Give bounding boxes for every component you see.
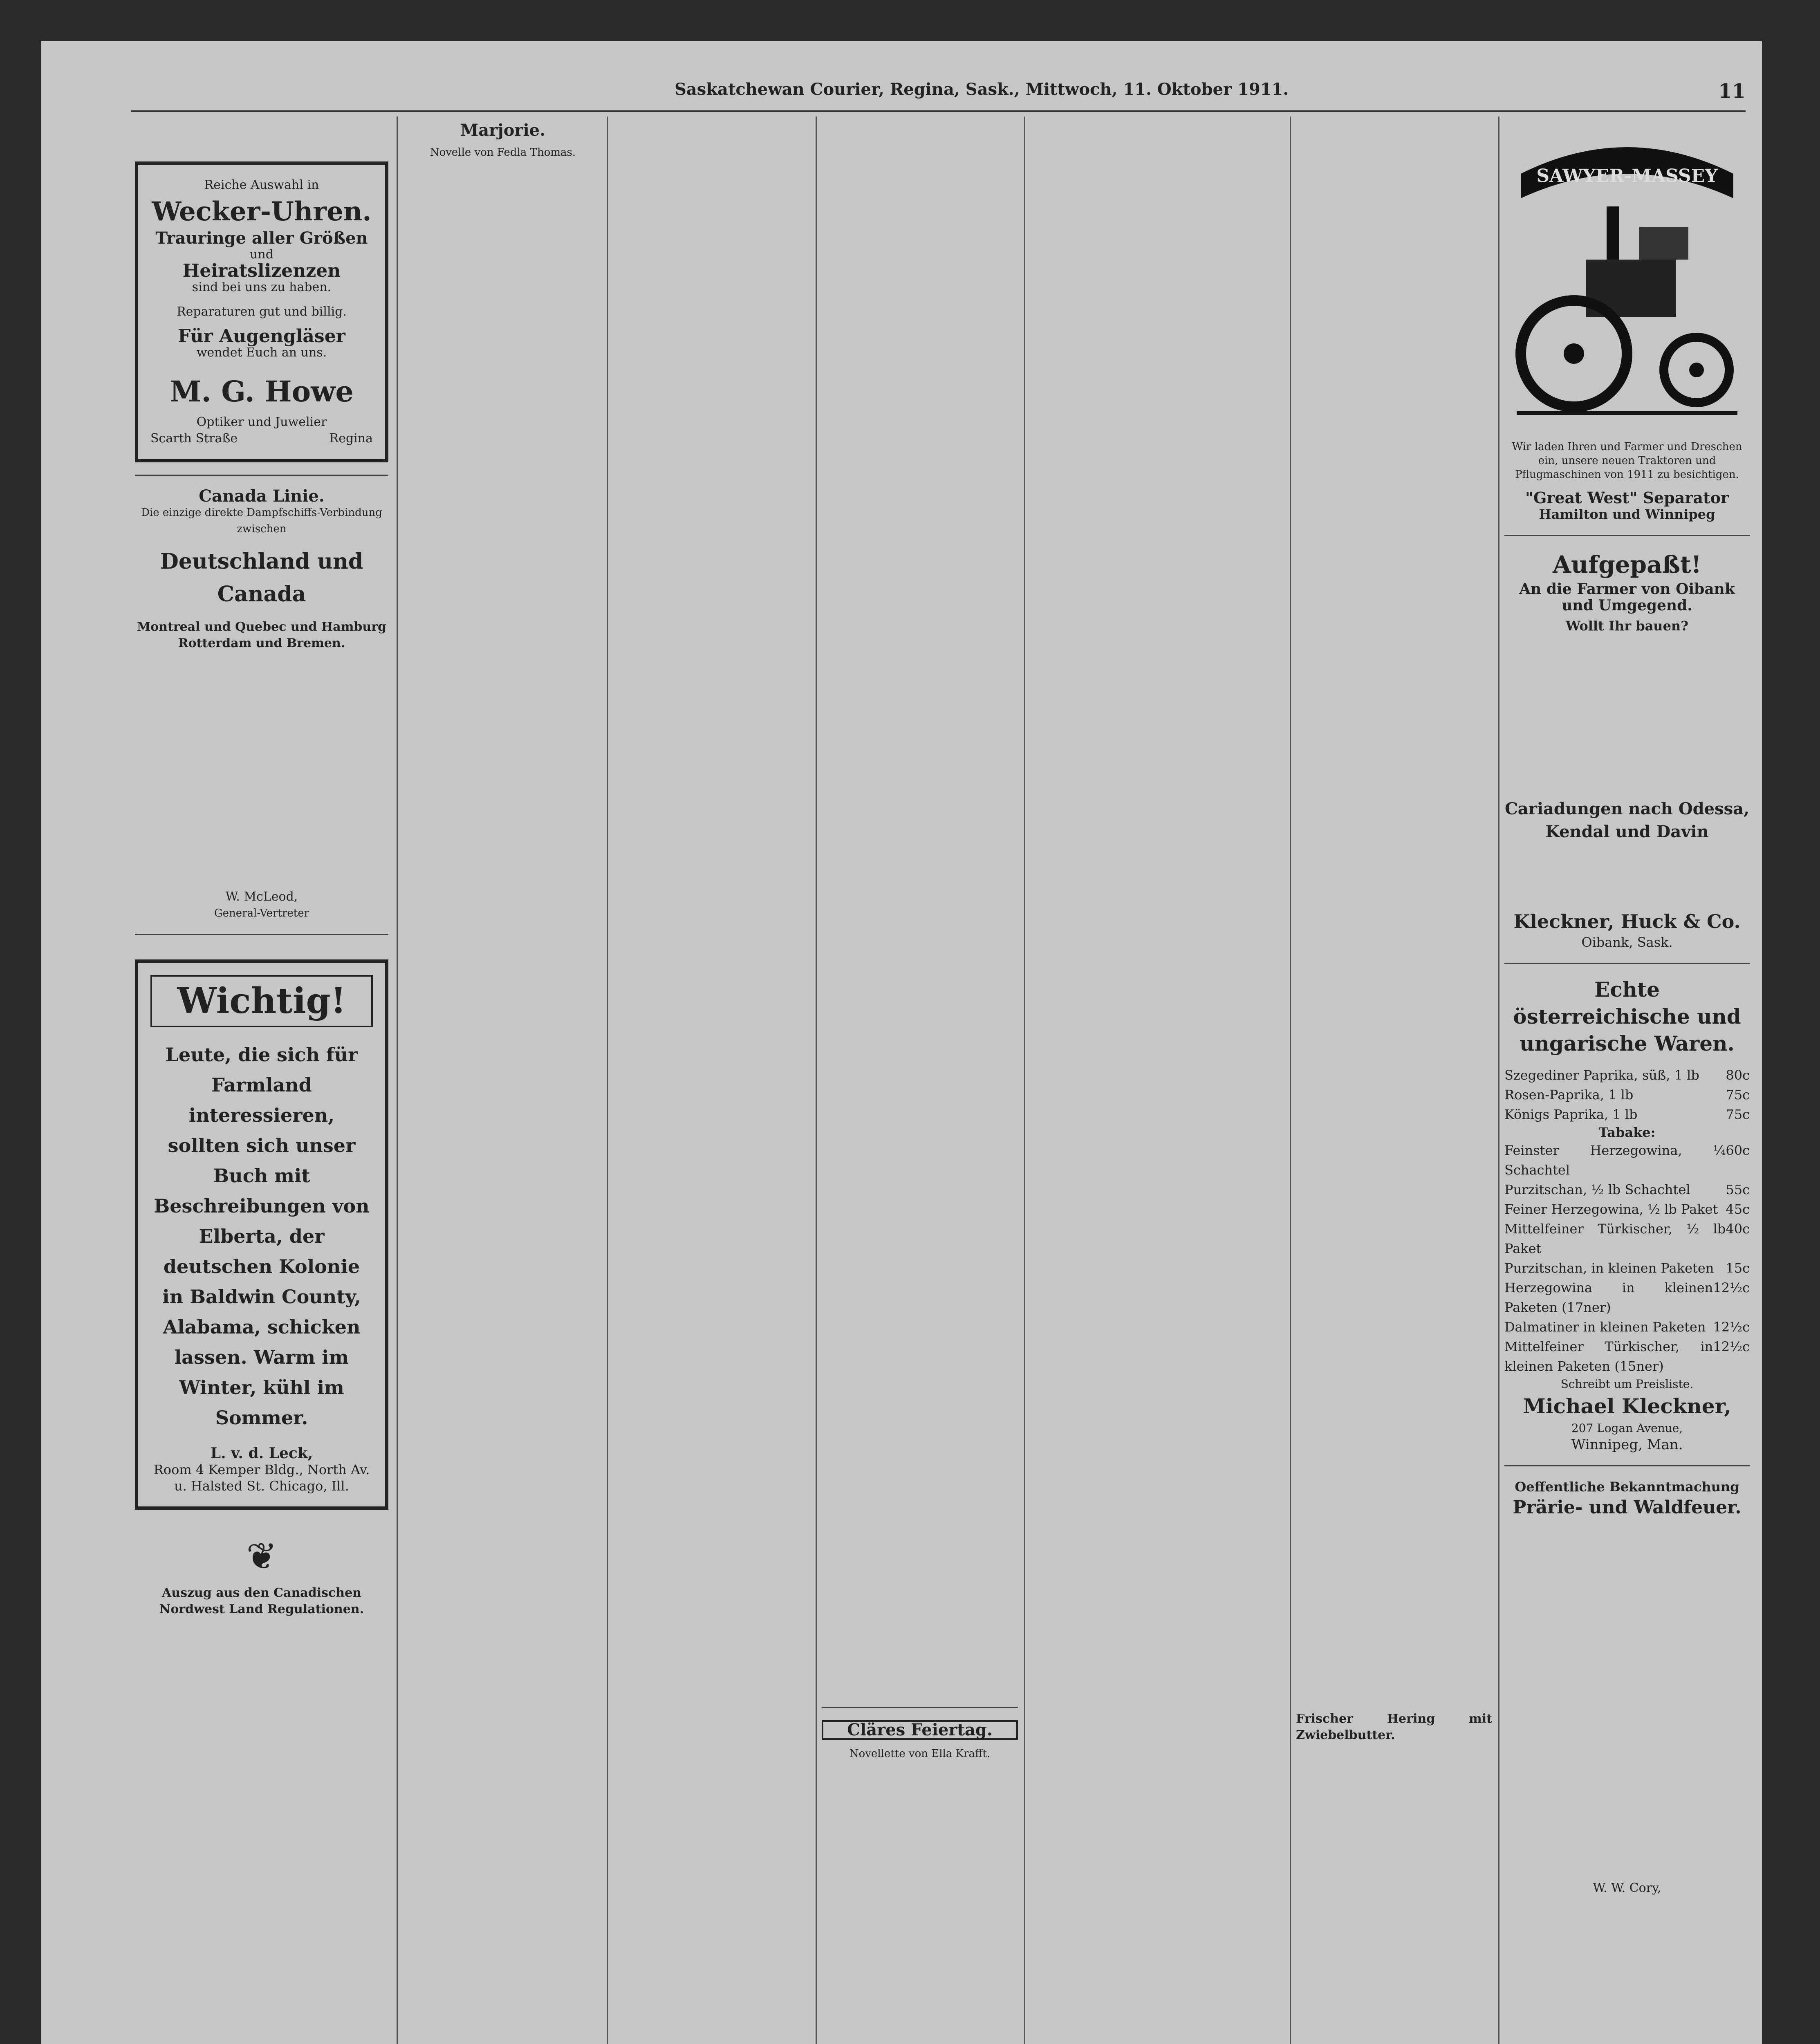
ad-cities: Hamilton und Winnipeg: [1539, 507, 1715, 522]
ad-footer: Schreibt um Preisliste.: [1560, 1377, 1694, 1391]
price-row: Rosen-Paprika, 1 lb 75c: [1504, 1087, 1750, 1103]
ad-role: Optiker und Juwelier: [196, 415, 327, 429]
ad-street: Scarth Straße: [150, 431, 238, 446]
recipe-title: Frischer Hering mit Zwiebelbutter.: [1296, 1712, 1492, 1742]
canada-linie-ad: [135, 488, 388, 921]
ad-ports: Montreal und Quebec und Hamburg: [137, 620, 387, 634]
ad-line: Für Augengläser: [178, 326, 345, 347]
ad-line: Reiche Auswahl in: [204, 178, 319, 192]
ad-question: Wollt Ihr bauen?: [1566, 618, 1688, 634]
price-row: Purzitschan, ½ lb Schachtel 55c: [1504, 1182, 1750, 1197]
ad-name: L. v. d. Leck,: [210, 1445, 313, 1462]
ad-body-text: [1504, 843, 1750, 909]
column-3: [613, 117, 809, 2044]
column-5: [1030, 117, 1284, 2044]
price-section-header: Tabake:: [1598, 1125, 1656, 1140]
ad-line: sind bei uns zu haben.: [192, 280, 332, 294]
tractor-illustration: [1504, 125, 1750, 435]
ad-product: "Great West" Separator: [1525, 489, 1729, 507]
price-row: Feiner Herzegowina, ½ lb Paket 45c: [1504, 1201, 1750, 1217]
ad-title: Canada Linie.: [199, 486, 325, 506]
column-1: [135, 117, 388, 2044]
price-row: Szegediner Paprika, süß, 1 lb 80c: [1504, 1067, 1750, 1083]
ad-name: Michael Kleckner,: [1523, 1394, 1731, 1418]
ad-line: Trauringe aller Größen: [155, 229, 368, 248]
divider: [822, 1707, 1018, 1708]
recipe-text: [1296, 1744, 1492, 2044]
ad-address: 207 Logan Avenue,: [1571, 1421, 1683, 1435]
notice-title: Oeffentliche Bekanntmachung: [1515, 1479, 1739, 1495]
divider: [1504, 1465, 1750, 1466]
story-text: [405, 165, 601, 2044]
story-title: Cläres Feiertag.: [822, 1720, 1018, 1740]
column-6: [1296, 117, 1492, 2044]
price-row: Königs Paprika, 1 lb 75c: [1504, 1107, 1750, 1122]
ad-title: Wichtig!: [150, 975, 373, 1027]
regulations-text: [135, 1623, 388, 2044]
ad-agent-role: General-Vertreter: [214, 907, 309, 919]
ad-firm: Kleckner, Huck & Co.: [1513, 910, 1741, 932]
ad-line: wendet Euch an uns.: [196, 345, 327, 360]
ad-agent: W. McLeod,: [225, 890, 298, 904]
price-row: Herzegowina in kleinen Paketen (17ner) 12½c: [1504, 1280, 1750, 1315]
masthead-line: Saskatchewan Courier, Regina, Sask., Mittwoch, 11. Oktober 1911.: [675, 80, 1289, 99]
story-byline: Novelle von Fedla Thomas.: [430, 146, 576, 159]
story-byline: Novellette von Ella Krafft.: [849, 1748, 991, 1760]
column-rule: [1498, 117, 1499, 2044]
ad-routes: Deutschland und Canada: [160, 549, 363, 607]
newspaper-page: [41, 41, 1762, 2044]
divider: [1504, 963, 1750, 964]
ad-city: Winnipeg, Man.: [1571, 1437, 1683, 1453]
wichtig-ad: [135, 959, 388, 1510]
price-row: Dalmatiner in kleinen Paketen 12½c: [1504, 1319, 1750, 1335]
public-notice: [1504, 1479, 1750, 1896]
ad-subtitle: Die einzige direkte Dampfschiffs-Verbindung zwischen: [141, 507, 382, 535]
page-number: 11: [1718, 80, 1746, 103]
sawyer-massey-ad: [1504, 125, 1750, 522]
price-list: [1504, 1065, 1750, 1376]
ad-title: Echte österreichische und ungarische Waren.: [1513, 977, 1741, 1056]
column-rule: [1024, 117, 1025, 2044]
page-header: [41, 80, 1762, 104]
column-rule: [1290, 117, 1291, 2044]
price-row: Feinster Herzegowina, ¼ Schachtel 60c: [1504, 1143, 1750, 1178]
ad-ports: Rotterdam und Bremen.: [178, 636, 345, 650]
ad-line: und: [250, 247, 273, 262]
ad-places: Cariadungen nach Odessa, Kendal und Davin: [1504, 799, 1749, 841]
story-text: [1030, 117, 1284, 2044]
price-row: Mittelfeiner Türkischer, ½ lb Paket 40c: [1504, 1221, 1750, 1256]
ad-city: Regina: [329, 431, 373, 446]
divider: [135, 934, 388, 935]
column-7: [1504, 117, 1750, 1896]
ad-headline: Wecker-Uhren.: [152, 196, 372, 227]
story-title: Marjorie.: [460, 121, 546, 140]
story-text: [613, 117, 809, 2044]
story-text: [822, 117, 1018, 1694]
ad-place: Oibank, Sask.: [1581, 935, 1673, 950]
column-rule: [607, 117, 608, 2044]
story-text: [822, 1766, 1018, 2044]
howe-ad: [135, 161, 388, 462]
svg-text:SAWYER-MASSEY: SAWYER-MASSEY: [1536, 166, 1718, 186]
price-row: Mittelfeiner Türkischer, in kleinen Paketen (15ner) 12½c: [1504, 1339, 1750, 1374]
ad-address: [150, 430, 373, 447]
section-title: Auszug aus den Canadischen Nordwest Land Regulationen.: [159, 1586, 364, 1616]
notice-signature: W. W. Cory,: [1593, 1881, 1661, 1895]
ad-line: Reparaturen gut und billig.: [177, 305, 347, 319]
notice-subtitle: Prärie- und Waldfeuer.: [1513, 1497, 1742, 1518]
land-regulations: [135, 1534, 388, 2044]
notice-text: [1504, 1520, 1750, 1880]
ad-subtitle: An die Farmer von Oibank und Umgegend.: [1519, 580, 1735, 614]
ad-title: Aufgepaßt!: [1552, 551, 1702, 578]
ad-text: Leute, die sich für Farmland interessieren, sollten sich unser Buch mit Beschreibungen von Elberta, der deutschen Kolonie in Baldwin County, Alabama, schicken lassen. Warm im Winter, kühl im Sommer.: [154, 1044, 370, 1429]
column-rule: [816, 117, 817, 2044]
divider: [135, 475, 388, 476]
story-text: [1296, 117, 1492, 1711]
column-4: [822, 117, 1018, 2044]
ad-address: Room 4 Kemper Bldg., North Av. u. Halsted St. Chicago, Ill.: [153, 1462, 370, 1494]
price-row: Purzitschan, in kleinen Paketen 15c: [1504, 1260, 1750, 1276]
ad-body-text: [1504, 634, 1750, 798]
column-2: [405, 117, 601, 2044]
ad-line: Heiratslizenzen: [182, 260, 341, 281]
header-rule: [131, 110, 1746, 112]
divider: [1504, 535, 1750, 536]
ad-body-text: [135, 660, 388, 889]
column-rule: [397, 117, 398, 2044]
crest-icon: ❦: [246, 1535, 277, 1578]
aufgepasst-ad: [1504, 548, 1750, 950]
ad-name: M. G. Howe: [170, 374, 354, 408]
waren-ad: [1504, 976, 1750, 1453]
ad-text: Wir laden Ihren und Farmer und Dreschen ein, unsere neuen Traktoren und Pflugmaschinen von 1911 zu besichtigen.: [1512, 441, 1742, 481]
